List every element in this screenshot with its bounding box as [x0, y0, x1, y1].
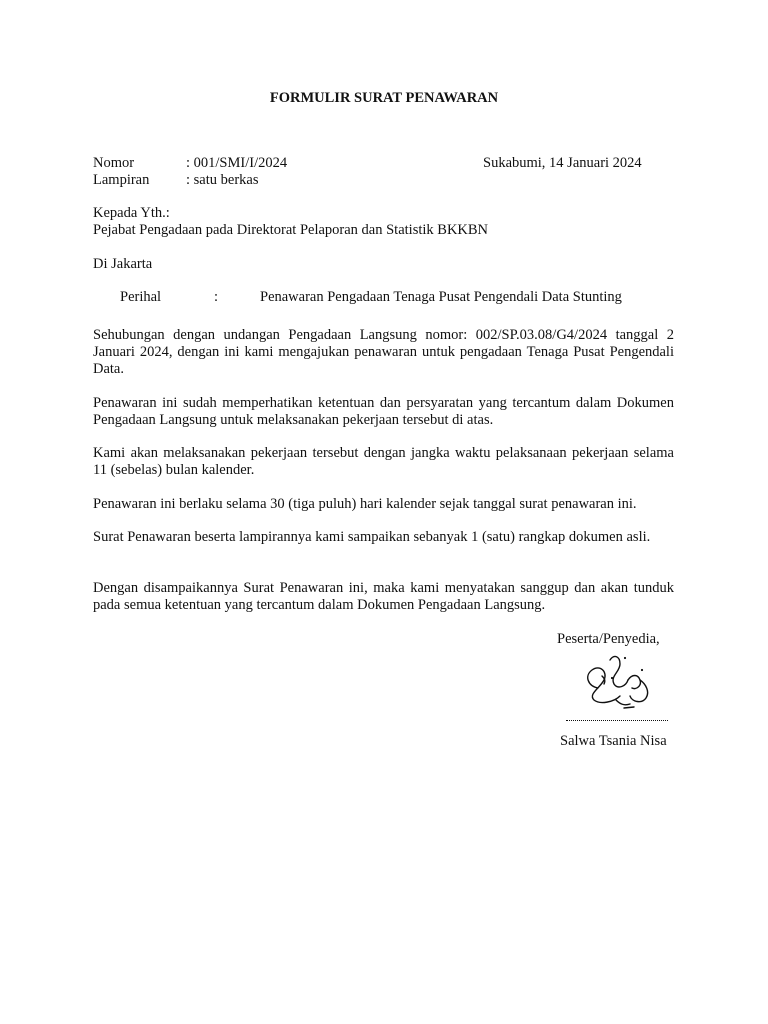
place-date: Sukabumi, 14 Januari 2024 — [483, 155, 642, 171]
recipient-city: Di Jakarta — [93, 256, 153, 272]
closing-role: Peserta/Penyedia, — [557, 631, 660, 647]
meta-label: Nomor — [93, 155, 135, 171]
document-title: FORMULIR SURAT PENAWARAN — [269, 90, 499, 106]
subject-colon: : — [214, 289, 219, 305]
recipient-addressee: Pejabat Pengadaan pada Direktorat Pelaporan dan Statistik BKKBN — [93, 222, 489, 238]
body-paragraph: Kami akan melaksanakan pekerjaan tersebut dengan jangka waktu pelaksanaan pekerjaan selama 11 (sebelas) bulan kalender. — [93, 445, 674, 478]
body-paragraph: Surat Penawaran beserta lampirannya kami sampaikan sebanyak 1 (satu) rangkap dokumen asli. — [93, 529, 651, 545]
handwritten-signature — [580, 650, 670, 712]
body-paragraph: Penawaran ini berlaku selama 30 (tiga puluh) hari kalender sejak tanggal surat penawaran ini. — [93, 496, 637, 512]
signature-dotted-line — [566, 714, 668, 721]
subject-label: Perihal — [120, 289, 162, 305]
signer-name: Salwa Tsania Nisa — [560, 733, 667, 749]
recipient-greeting: Kepada Yth.: — [93, 205, 170, 221]
body-paragraph: Sehubungan dengan undangan Pengadaan Langsung nomor: 002/SP.03.08/G4/2024 tanggal 2 Januari 2024, dengan ini kami mengajukan penawaran untuk pengadaan Tenaga Pusat Pengendali Data. — [93, 327, 674, 377]
body-paragraph: Dengan disampaikannya Surat Penawaran ini, maka kami menyatakan sanggup dan akan tunduk pada semua ketentuan yang tercantum dalam Dokumen Pengadaan Langsung. — [93, 580, 674, 613]
body-paragraph: Penawaran ini sudah memperhatikan ketentuan dan persyaratan yang tercantum dalam Dokumen Pengadaan Langsung untuk melaksanakan pekerjaan tersebut di atas. — [93, 395, 674, 428]
meta-value: : satu berkas — [186, 172, 259, 188]
subject-value: Penawaran Pengadaan Tenaga Pusat Pengendali Data Stunting — [260, 289, 622, 305]
meta-value: : 001/SMI/I/2024 — [186, 155, 288, 171]
meta-label: Lampiran — [93, 172, 150, 188]
